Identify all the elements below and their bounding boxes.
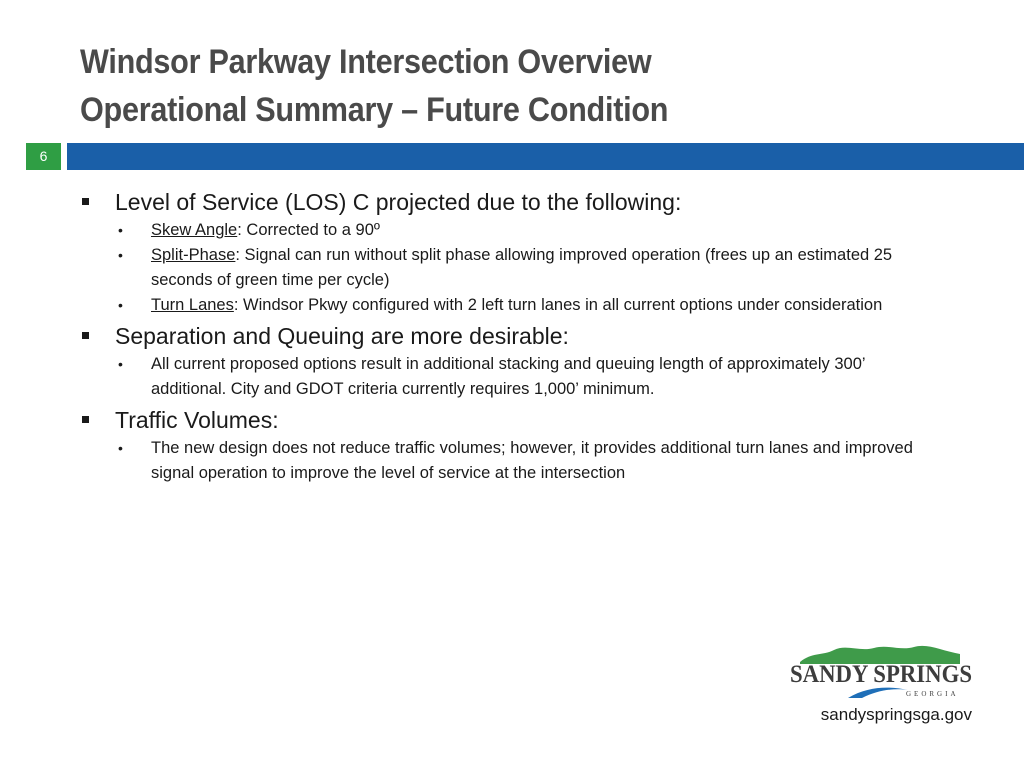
sub-bullet-text: : Windsor Pkwy configured with 2 left turn lanes in all current options under consideration	[233, 296, 883, 314]
bullet-text: Separation and Queuing are more desirable:	[115, 323, 569, 349]
sub-bullet-text: : Signal can run without split phase allowing improved operation (frees up an estimated 25 seconds of green time per cycle)	[151, 246, 893, 289]
header-divider-band	[67, 143, 1024, 170]
round-bullet-icon: •	[118, 222, 123, 238]
sub-bullet-split-phase	[80, 243, 980, 293]
round-bullet-icon: •	[118, 440, 123, 456]
square-bullet-icon	[82, 332, 89, 339]
logo-subtitle: GEORGIA	[906, 690, 959, 698]
slide-number: 6	[39, 148, 48, 164]
sub-bullet-queuing-length	[80, 352, 980, 402]
bullet-los	[80, 186, 980, 218]
round-bullet-icon: •	[118, 356, 123, 372]
logo-wordmark: SANDY SPRINGS	[790, 661, 972, 688]
square-bullet-icon	[82, 198, 89, 205]
sub-bullet-term: Turn Lanes	[151, 296, 234, 314]
sub-bullet-term: Skew Angle	[151, 221, 238, 239]
slide-title	[80, 38, 980, 134]
slide-title-line-2: Operational Summary – Future Condition	[80, 91, 669, 129]
sub-bullet-skew-angle	[80, 218, 980, 243]
slide-title-line-1: Windsor Parkway Intersection Overview	[80, 43, 652, 81]
sub-bullet-text: All current proposed options result in additional stacking and queuing length of approximately 300’ additional. City and GDOT criteria currently requires 1,000’ minimum.	[151, 355, 865, 398]
sub-bullet-term: Split-Phase	[151, 246, 236, 264]
square-bullet-icon	[82, 416, 89, 423]
round-bullet-icon: •	[118, 297, 123, 313]
sub-bullet-new-design	[80, 436, 980, 486]
sub-bullet-turn-lanes	[80, 293, 980, 318]
bullet-traffic-volumes	[80, 404, 980, 436]
footer-website-link[interactable]: sandyspringsga.gov	[820, 705, 972, 724]
sub-bullet-text: The new design does not reduce traffic volumes; however, it provides additional turn lanes and improved signal operation to improve the level of service at the intersection	[151, 439, 913, 482]
bullet-separation-queuing	[80, 320, 980, 352]
bullet-text: Level of Service (LOS) C projected due to the following:	[115, 189, 682, 215]
river-swoosh-icon	[848, 688, 908, 698]
bullet-list	[80, 186, 980, 486]
round-bullet-icon: •	[118, 247, 123, 263]
bullet-text: Traffic Volumes:	[115, 407, 279, 433]
sandy-springs-logo	[782, 642, 978, 704]
sub-bullet-text: : Corrected to a 90º	[237, 221, 380, 239]
